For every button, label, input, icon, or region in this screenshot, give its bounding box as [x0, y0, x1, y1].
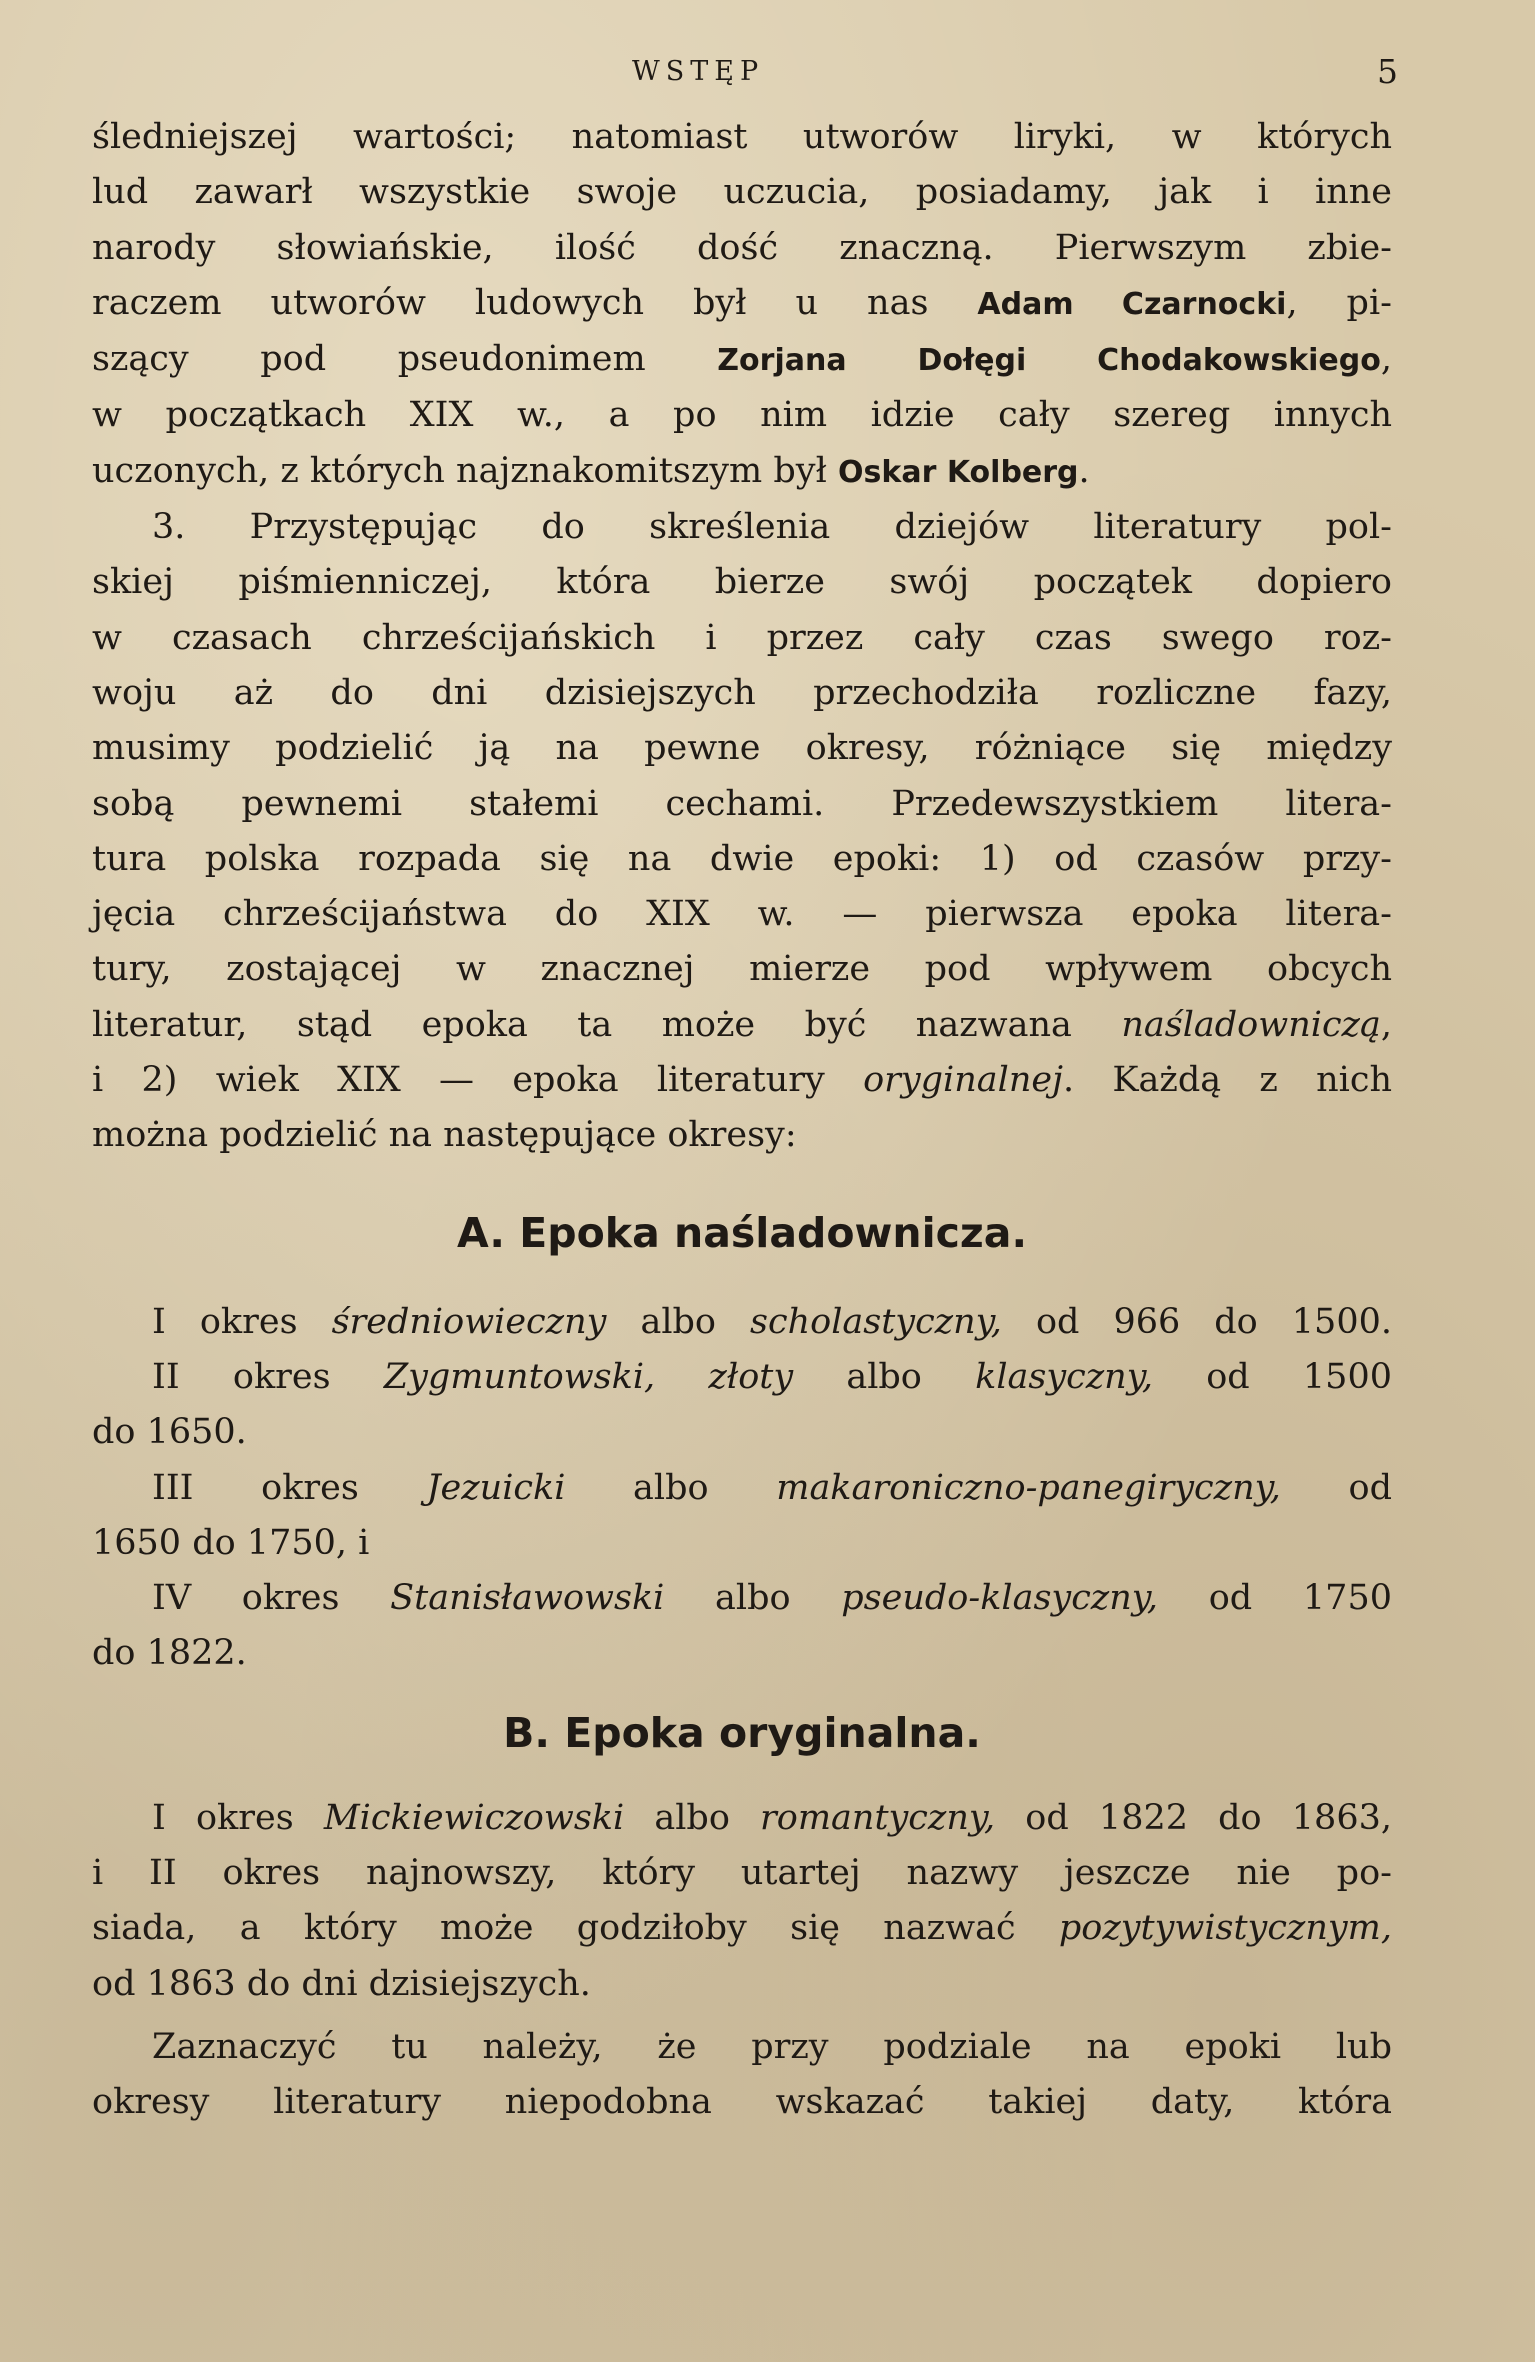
book-page — [92, 50, 1398, 2131]
text-line — [92, 998, 1392, 1053]
text-span: od 966 do 1500. — [1001, 1301, 1392, 1342]
text-line: do 1822. — [92, 1633, 247, 1674]
text-line: sobą pewnemi stałemi cechami. Przedewszystkiem litera- — [92, 783, 1392, 824]
text-span: albo — [664, 1578, 842, 1619]
text-line: narody słowiańskie, ilość dość znaczną. Pierwszym zbie- — [92, 227, 1392, 268]
text-line — [92, 1053, 1392, 1108]
text-line: w czasach chrześcijańskich i przez cały czas swego roz- — [92, 617, 1392, 658]
spacer — [92, 2012, 1392, 2020]
person-name: Adam Czarnocki — [977, 286, 1287, 322]
period-list-b — [92, 1791, 1392, 2012]
period-item: i II okres najnowszy, który utartej nazwy jeszcze nie po- — [92, 1853, 1392, 1894]
period-list-a — [92, 1295, 1392, 1682]
period-item — [92, 1295, 1392, 1350]
text-line: okresy literatury niepodobna wskazać takiej daty, która — [92, 2082, 1392, 2123]
text-span: . Każdą z nich — [1062, 1060, 1393, 1101]
text-span: od 1500 — [1152, 1356, 1392, 1397]
emphasis: Jezuicki — [426, 1467, 566, 1508]
emphasis: Mickiewiczowski — [323, 1797, 625, 1838]
emphasis: średniowieczny — [331, 1301, 607, 1342]
emphasis: pozytywistycznym, — [1058, 1908, 1392, 1949]
text-line — [92, 332, 1392, 388]
text-line: lud zawarł wszystkie swoje uczucia, posiadamy, jak i inne — [92, 172, 1392, 213]
text-line: Zaznaczyć tu należy, że przy podziale na epoki lub — [152, 2026, 1392, 2067]
text-span: szący pod pseudonimem — [92, 339, 718, 380]
text-line: do 1650. — [92, 1412, 247, 1453]
emphasis: oryginalnej — [863, 1060, 1063, 1101]
text-span: , — [1380, 1004, 1392, 1045]
emphasis: pseudo-klasyczny, — [841, 1578, 1159, 1619]
emphasis: makaroniczno-panegiryczny, — [776, 1467, 1281, 1508]
paragraph-2 — [92, 500, 1392, 1164]
text-span: od 1822 do 1863, — [995, 1797, 1392, 1838]
text-span: i 2) wiek XIX — epoka literatury — [92, 1060, 864, 1101]
paragraph-3 — [92, 2020, 1392, 2131]
text-line: śledniejszej wartości; natomiast utworów liryki, w których — [92, 117, 1392, 157]
emphasis: scholastyczny, — [750, 1301, 1002, 1342]
text-span: IV okres — [152, 1578, 391, 1619]
text-span: albo — [624, 1797, 761, 1838]
text-line: 3. Przystępując do skreślenia dziejów literatury pol- — [152, 507, 1392, 548]
text-span: I okres — [152, 1301, 332, 1342]
text-span: raczem utworów ludowych był u nas — [92, 282, 978, 323]
text-line — [92, 276, 1392, 332]
text-line: skiej piśmienniczej, która bierze swój początek dopiero — [92, 562, 1392, 603]
text-span: II okres — [152, 1356, 384, 1397]
text-line — [92, 1901, 1392, 1956]
text-line: od 1863 do dni dzisiejszych. — [92, 1963, 591, 2004]
emphasis: Zygmuntowski, złoty — [383, 1356, 794, 1397]
text-line: 1650 do 1750, i — [92, 1522, 370, 1563]
emphasis: klasyczny, — [975, 1356, 1153, 1397]
period-item — [92, 1791, 1392, 1846]
running-head — [92, 50, 1398, 110]
text-line: w początkach XIX w., a po nim idzie cały szereg innych — [92, 395, 1392, 436]
text-span: III okres — [152, 1467, 427, 1508]
period-item — [92, 1350, 1392, 1405]
text-span: literatur, stąd epoka ta może być nazwana — [92, 1004, 1122, 1045]
text-span: , pi- — [1286, 282, 1392, 323]
text-span: , — [1380, 339, 1393, 380]
section-heading-b: B. Epoka oryginalna. — [503, 1708, 981, 1757]
text-span: albo — [606, 1301, 751, 1342]
text-span: I okres — [152, 1797, 324, 1838]
text-span: albo — [565, 1467, 777, 1508]
page-number: 5 — [1377, 52, 1398, 91]
text-span: albo — [793, 1356, 976, 1397]
emphasis: Stanisławowski — [390, 1578, 665, 1619]
running-title: WSTĘP — [632, 56, 765, 87]
text-span: od 1750 — [1158, 1578, 1392, 1619]
text-span: od — [1280, 1467, 1392, 1508]
text-span: siada, a który może godziłoby się nazwać — [92, 1908, 1059, 1949]
text-line: jęcia chrześcijaństwa do XIX w. — pierwsza epoka litera- — [92, 894, 1392, 935]
text-span: . — [1078, 450, 1090, 491]
paragraph-1 — [92, 110, 1392, 500]
text-line: woju aż do dni dzisiejszych przechodziła rozliczne fazy, — [92, 672, 1392, 713]
person-name: Oskar Kolberg — [838, 454, 1079, 490]
text-line — [92, 444, 1392, 500]
text-line: można podzielić na następujące okresy: — [92, 1115, 797, 1156]
text-line: tura polska rozpada się na dwie epoki: 1) od czasów przy- — [92, 838, 1392, 879]
text-span: uczonych, z których najznakomitszym był — [92, 450, 839, 491]
emphasis: naśladowniczą — [1121, 1004, 1381, 1045]
person-name: Zorjana Dołęgi Chodakowskiego — [717, 343, 1381, 379]
text-line: tury, zostającej w znacznej mierze pod wpływem obcych — [92, 949, 1392, 990]
period-item — [92, 1461, 1392, 1516]
emphasis: romantyczny, — [760, 1797, 996, 1838]
period-item — [92, 1571, 1392, 1626]
section-heading-a: A. Epoka naśladownicza. — [456, 1208, 1028, 1257]
text-line: musimy podzielić ją na pewne okresy, różniące się między — [92, 728, 1392, 769]
